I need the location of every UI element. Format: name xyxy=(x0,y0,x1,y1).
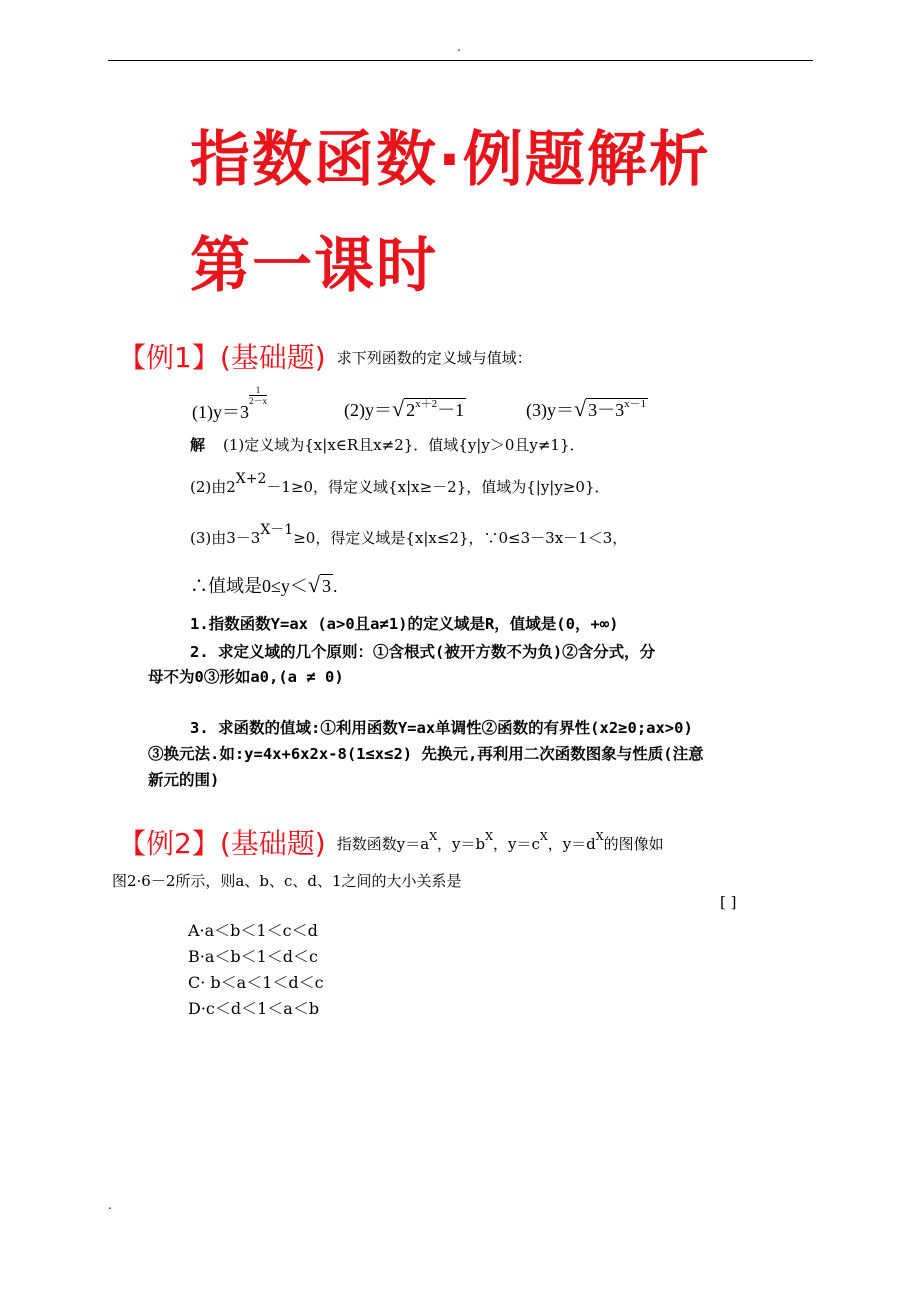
formula-2 xyxy=(344,396,466,422)
solution-line-2 xyxy=(190,471,610,497)
example2-prompt-e1: X xyxy=(429,830,438,843)
example2-prompt xyxy=(336,830,664,853)
example2-prompt-p2: ，y＝b xyxy=(437,835,486,853)
formula-3-base: 3－3 xyxy=(588,400,625,420)
formula-1-den: 2－x xyxy=(249,396,268,406)
formula-3-lhs: (3)y＝ xyxy=(526,400,574,420)
formula-1-exponent xyxy=(249,385,267,406)
note-3-line-2: ③换元法.如:y=4x+6x2x-8(1≤x≤2) 先换元,再利用二次函数图象与性质(注意 xyxy=(148,745,704,763)
formula-1-lhs: (1)y＝3 xyxy=(192,402,249,422)
solution-3-b: ≥0，得定义域是{x|x≤2}，∵0≤3－3x－1＜3， xyxy=(293,529,628,547)
formula-2-radical: √ $2^{x+2}-1$ xyxy=(392,396,465,421)
example2-prompt-e3: X xyxy=(539,830,548,843)
solution-2-exp: X+2 xyxy=(235,471,267,487)
formula-2-exp: x＋2 xyxy=(415,398,438,410)
example2-heading xyxy=(118,822,664,862)
solution-line-1 xyxy=(190,434,585,455)
example2-prompt-p3: ，y＝c xyxy=(492,835,540,853)
solution-2-b: －1≥0，得定义域{x|x≥－2}，值域为{|y|y≥0}． xyxy=(266,478,610,496)
page-subtitle: 第一课时 xyxy=(190,231,438,301)
formula-2-base: 2 xyxy=(406,400,416,420)
formula-2-tail: －1 xyxy=(437,400,465,420)
formula-3-exp: x－1 xyxy=(624,398,647,410)
formula-3-radical: √ $3-3^{x-1}$ xyxy=(574,396,647,421)
example1-label: 【例1】 xyxy=(118,341,220,374)
solution-line-3 xyxy=(190,522,628,548)
option-b: B·a＜b＜1＜d＜c xyxy=(188,947,319,966)
solution-1-text: (1)定义域为{x|x∈R且x≠2}．值域{y|y＞0且y≠1}． xyxy=(223,436,585,454)
example2-prompt-p5: 的图像如 xyxy=(603,835,664,853)
example1-level: (基础题) xyxy=(219,341,326,374)
range-radical: √ 3 xyxy=(307,572,331,597)
solution-3-a: (3)由3－3 xyxy=(190,529,261,547)
range-line xyxy=(190,572,337,598)
formula-1 xyxy=(192,385,268,424)
range-text: ∴值域是0≤y＜ xyxy=(190,576,308,596)
option-a: A·a＜b＜1＜c＜d xyxy=(188,921,318,940)
range-end: . xyxy=(332,576,338,596)
note-2-line-2: 母不为0③形如a0,(a ≠ 0) xyxy=(148,668,344,686)
example2-prompt-e4: X xyxy=(595,830,604,843)
option-d: D·c＜d＜1＜a＜b xyxy=(188,999,320,1018)
solution-label: 解 xyxy=(190,436,206,454)
example2-prompt-p1: 指数函数y＝a xyxy=(336,835,430,853)
example1-heading xyxy=(118,336,532,376)
note-1: 1.指数函数Y=ax (a>0且a≠1)的定义域是R，值域是(0，+∞) xyxy=(190,615,619,633)
header-rule xyxy=(108,60,813,61)
header-dot: . xyxy=(457,40,461,54)
example2-prompt-e2: X xyxy=(485,830,493,843)
note-2-line-1: 2. 求定义域的几个原则：①含根式(被开方数不为负)②含分式，分 xyxy=(190,643,656,661)
option-c: C· b＜a＜1＜d＜c xyxy=(188,973,324,992)
solution-2-a: (2)由2 xyxy=(190,478,236,496)
solution-3-exp: X－1 xyxy=(260,522,294,538)
range-radicand: 3 xyxy=(321,576,331,596)
note-3-line-3: 新元的围) xyxy=(148,771,220,789)
formula-3 xyxy=(526,396,648,422)
note-3-line-1: 3. 求函数的值域:①利用函数Y=ax单调性②函数的有界性(x2≥0;ax>0) xyxy=(190,719,693,737)
page-title: 指数函数·例题解析 xyxy=(190,125,711,195)
example2-level: (基础题) xyxy=(219,827,326,860)
answer-bracket: [ ] xyxy=(720,893,737,911)
footer-dot: . xyxy=(108,1198,112,1212)
example2-prompt-line-2: 图2·6－2所示，则a、b、c、d、1之间的大小关系是 xyxy=(112,872,462,890)
example2-label: 【例2】 xyxy=(118,827,220,860)
example2-prompt-p4: ，y＝d xyxy=(547,835,596,853)
example1-prompt: 求下列函数的定义域与值域： xyxy=(336,349,532,367)
formula-1-num: 1 xyxy=(249,385,267,396)
formula-2-lhs: (2)y＝ xyxy=(344,400,392,420)
